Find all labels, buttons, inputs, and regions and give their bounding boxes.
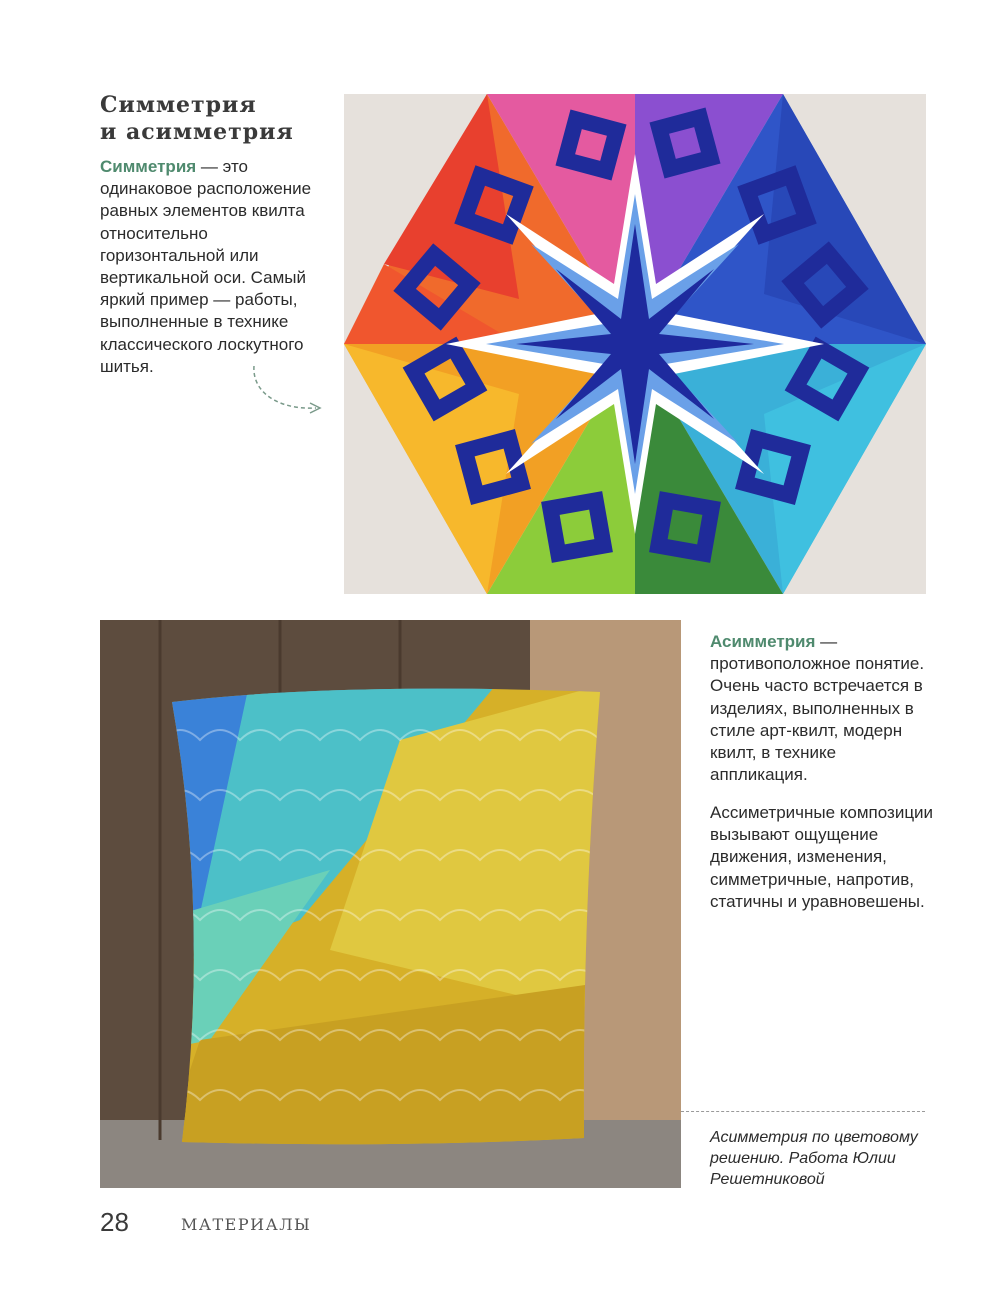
asymmetry-text: — противоположное понятие. Очень часто встречается в изделиях, выполненных в стиле арт-квилт, модерн квилт, в технике аппликация. bbox=[710, 632, 925, 785]
section-label: МАТЕРИАЛЫ bbox=[181, 1215, 312, 1234]
dashed-arrow-icon bbox=[248, 362, 328, 422]
symmetric-quilt-photo bbox=[344, 94, 926, 594]
heading-line-1: Симметрия bbox=[100, 92, 257, 118]
heading-line-2: и асимметрия bbox=[100, 119, 294, 145]
symmetry-paragraph bbox=[100, 156, 325, 378]
asymmetry-paragraph bbox=[710, 631, 935, 786]
photo-caption: Асимметрия по цветовому решению. Работа Юлии Решетниковой bbox=[710, 1129, 918, 1188]
asymmetric-pillow-photo bbox=[100, 620, 681, 1188]
symmetry-text: — это одинаковое расположение равных элементов квилта относительно горизонтальной или вертикальной оси. Самый яркий пример — работы, выполненные в технике классического лоскутного шитья. bbox=[100, 157, 312, 376]
asymmetry-paragraph-2: Ассиметричные композиции вызывают ощущение движения, изменения, симметричные, напротив, статичны и уравновешены. bbox=[710, 803, 934, 911]
page-heading bbox=[100, 92, 330, 146]
caption-divider bbox=[681, 1111, 925, 1112]
page-number: 28 bbox=[100, 1207, 129, 1237]
symmetry-term: Симметрия bbox=[100, 157, 197, 176]
asymmetry-term: Асимметрия bbox=[710, 632, 816, 651]
